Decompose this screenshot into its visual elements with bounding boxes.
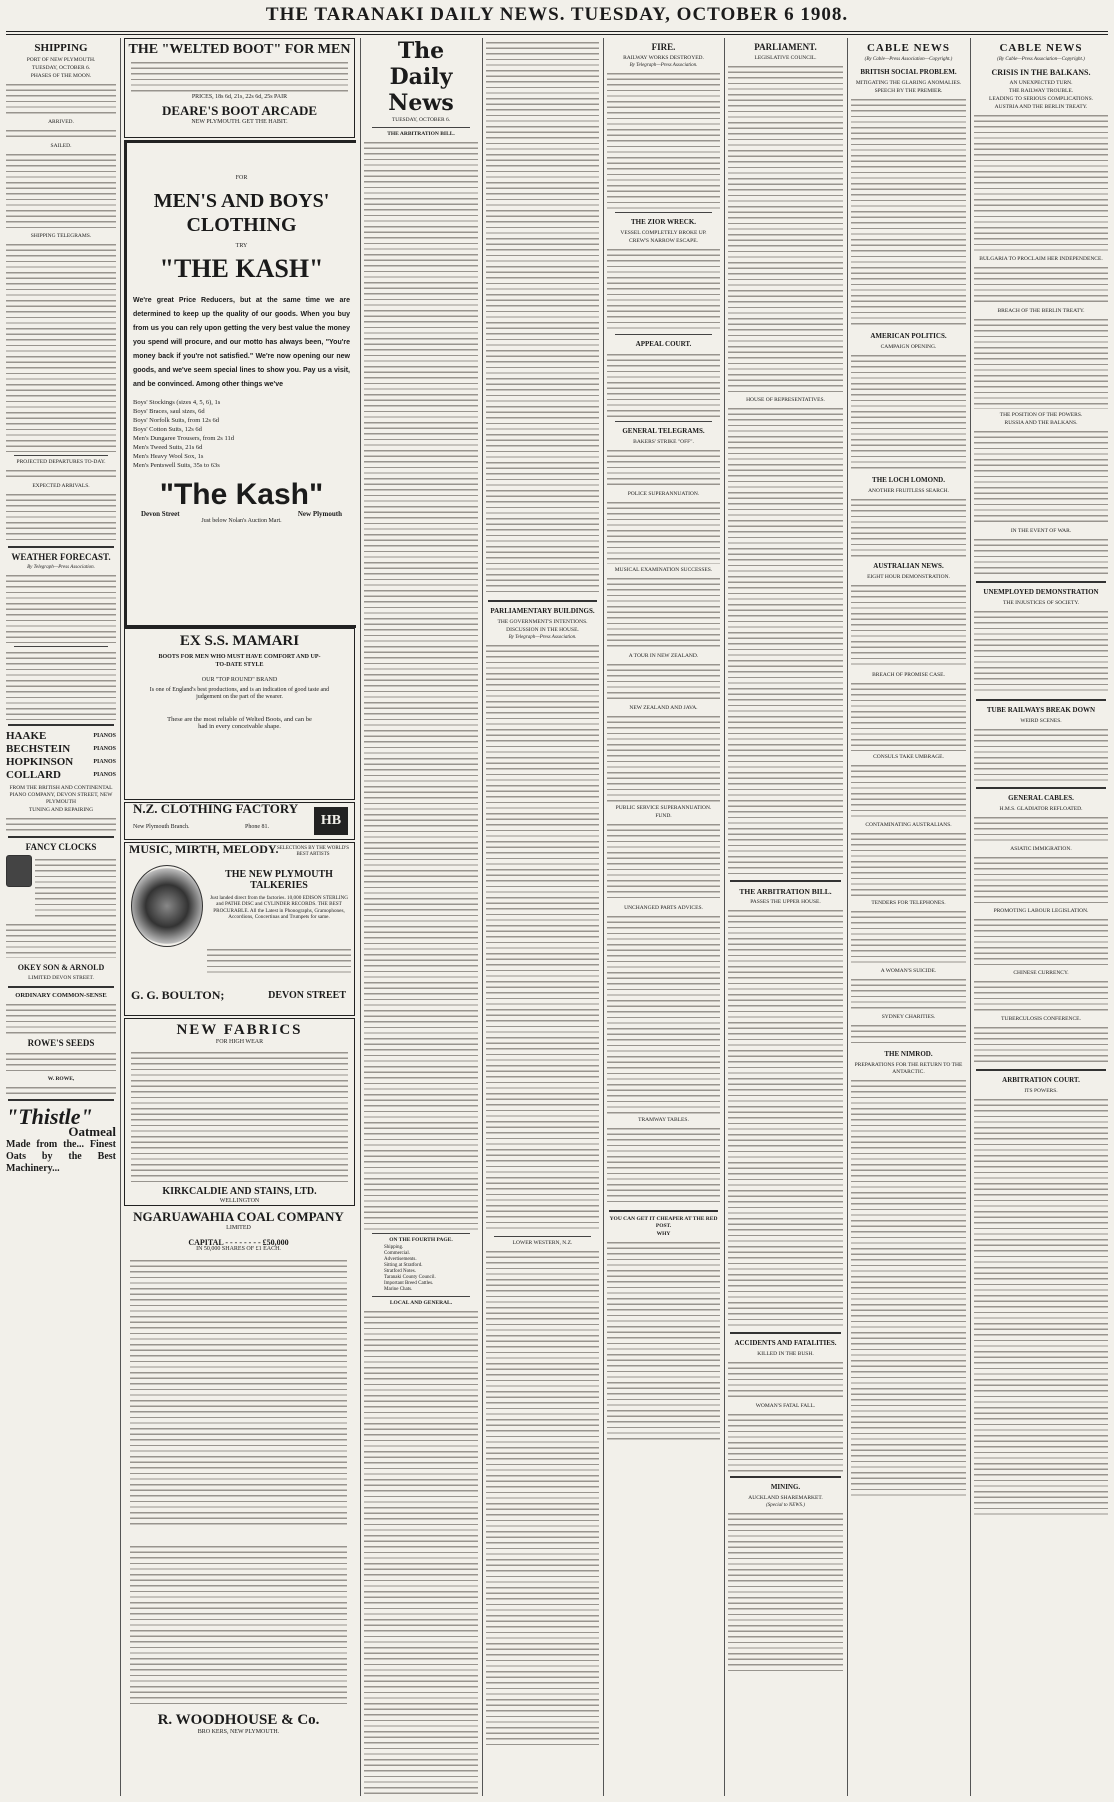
ngaru-capital: CAPITAL - - - - - - - - £50,000 bbox=[188, 1237, 289, 1247]
cable-byline-1: (By Cable—Press Association—Copyright.) bbox=[864, 57, 953, 62]
deare-title: DEARE'S BOOT ARCADE bbox=[161, 102, 318, 118]
american-politics: AMERICAN POLITICS. bbox=[870, 332, 947, 340]
fruitless-search: ANOTHER FRUITLESS SEARCH. bbox=[868, 488, 949, 494]
unexpected-turn: AN UNEXPECTED TURN. bbox=[1009, 80, 1073, 86]
okey-heading: OKEY SON & ARNOLD bbox=[17, 963, 105, 972]
fabrics-sub: FOR HIGH WEAR bbox=[215, 1039, 264, 1045]
ngaruawahia-ad bbox=[124, 1208, 353, 1538]
column-rule bbox=[603, 38, 604, 1796]
selections: SELECTIONS BY THE WORLD'S BEST ARTISTS bbox=[276, 846, 350, 857]
kash-for: FOR bbox=[235, 175, 248, 181]
general-cables: GENERAL CABLES. bbox=[1008, 794, 1074, 802]
weird-scenes: WEIRD SCENES. bbox=[1020, 718, 1062, 724]
deare-sub: NEW PLYMOUTH. GET THE HABIT. bbox=[191, 118, 288, 125]
kash-title: "THE KASH" bbox=[159, 254, 324, 283]
mamari-title: EX S.S. MAMARI bbox=[179, 633, 300, 649]
woodhouse-ad bbox=[124, 1544, 353, 1756]
event-war: IN THE EVENT OF WAR. bbox=[1010, 528, 1072, 534]
nz-clothing-title: N.Z. CLOTHING FACTORY bbox=[133, 802, 299, 816]
talkeries-title: THE NEW PLYMOUTH TALKERIES bbox=[225, 869, 333, 891]
russia-balkans: RUSSIA AND THE BALKANS. bbox=[1004, 420, 1078, 426]
edison-portrait-icon bbox=[131, 865, 203, 947]
column-rule bbox=[482, 38, 483, 1796]
fancy-clocks-heading: FANCY CLOCKS bbox=[25, 842, 97, 852]
fire-heading: FIRE. bbox=[651, 42, 676, 52]
ngaru-title: NGARUAWAHIA COAL COMPANY bbox=[133, 1209, 344, 1224]
okey-sub: LIMITED DEVON STREET. bbox=[28, 975, 94, 981]
nz-phone: Phone 81. bbox=[245, 824, 269, 830]
woodhouse-sub: BRO KERS, NEW PLYMOUTH. bbox=[197, 1729, 280, 1735]
injustices: THE INJUSTICES OF SOCIETY. bbox=[1003, 600, 1079, 606]
speech-premier: SPEECH BY THE PREMIER. bbox=[874, 88, 943, 94]
kirk-wellington: WELLINGTON bbox=[219, 1197, 260, 1204]
position-powers: THE POSITION OF THE POWERS. bbox=[999, 412, 1083, 418]
crew-escape: CREW'S NARROW ESCAPE. bbox=[629, 238, 698, 244]
arb-bill-heading: THE ARBITRATION BILL. bbox=[739, 887, 832, 896]
police-super: POLICE SUPERANNUATION. bbox=[627, 491, 700, 497]
cable-byline-2: (By Cable—Press Association—Copyright.) bbox=[997, 57, 1085, 62]
daily-news-date: TUESDAY, OCTOBER 6. bbox=[391, 117, 451, 123]
fabrics-title: NEW FABRICS bbox=[176, 1022, 303, 1038]
auckland-share: AUCKLAND SHAREMARKET. bbox=[748, 1495, 823, 1501]
date-line: TUESDAY, OCTOBER 6. bbox=[31, 65, 91, 71]
oatmeal-label: Oatmeal bbox=[68, 1124, 116, 1139]
railway-trouble: THE RAILWAY TROUBLE. bbox=[1008, 88, 1074, 94]
made-from: Made from the... Finest Oats by the Best Machinery... bbox=[6, 1138, 116, 1174]
fabrics-ad bbox=[124, 1018, 355, 1206]
passes-upper: PASSES THE UPPER HOUSE. bbox=[750, 899, 821, 905]
talkeries-body: Just landed direct from the factories. 10,000 EDISON STERLING and PATHE DISC and CYLINDER RECORDS. THE BEST PROCURABLE. All the Latest in Phonographs, Gramophones, Accordions, Concertinas and Trumpets for same. bbox=[209, 895, 349, 920]
column-cable-2 bbox=[974, 38, 1108, 1798]
woman-fall: WOMAN'S FATAL FALL. bbox=[755, 1403, 816, 1409]
fourth-page-list: Shipping. Commercial. Advertisements. Sitting at Stratford. Stratford Notes. Taranaki County Council. Important Breed Cattles. Marine Chats. bbox=[384, 1245, 436, 1292]
piano-hopkinson: PIANOS HOPKINSON bbox=[6, 756, 116, 768]
mining-heading: MINING. bbox=[770, 1483, 801, 1491]
zior-heading: THE ZIOR WRECK. bbox=[630, 218, 697, 226]
tonga-tour: A TOUR IN NEW ZEALAND. bbox=[628, 653, 699, 659]
kash-try: TRY bbox=[235, 242, 248, 249]
unemployed-demo: UNEMPLOYED DEMONSTRATION bbox=[983, 588, 1099, 596]
moon-heading: PHASES OF THE MOON. bbox=[30, 73, 92, 79]
australian-news: AUSTRALIAN NEWS. bbox=[873, 562, 944, 570]
kash-items: Boys' Stockings (sizes 4, 5, 6), 1s Boys' Braces, saul sizes, 6d Boys' Norfolk Suits, from 12s 6d Boys' Cotton Suits, 12s 6d Men's Dungaree Trousers, from 2s 11d Men's Tweed Suits, 21s 6d Men's Heavy Wool Sox, 1s Men's Pentswell Suits, 35s to 63s bbox=[133, 399, 234, 469]
piano-bechstein: PIANOS BECHSTEIN bbox=[6, 743, 116, 755]
kash-devon: Devon Street bbox=[141, 510, 180, 518]
column-rule bbox=[360, 38, 361, 1796]
contaminating: CONTAMINATING AUSTRALIANS. bbox=[865, 822, 952, 828]
tuning: TUNING AND REPAIRING bbox=[28, 807, 94, 813]
kash-np: New Plymouth bbox=[297, 510, 342, 518]
column-adverts bbox=[124, 38, 356, 1798]
nz-java: NEW ZEALAND AND JAVA. bbox=[629, 705, 698, 711]
killed-bush: KILLED IN THE BUSH. bbox=[757, 1351, 814, 1357]
lower-western: LOWER WESTERN, N.Z. bbox=[512, 1240, 573, 1246]
daily-news-title: The Daily News bbox=[388, 38, 454, 116]
unchanged-parts: UNCHANGED PARTS ADVICES. bbox=[624, 905, 703, 911]
red-post: YOU CAN GET IT CHEAPER AT THE RED POST. bbox=[609, 1216, 718, 1229]
chinese-currency: CHINESE CURRENCY. bbox=[1013, 970, 1069, 976]
cable-heading-1: CABLE NEWS bbox=[866, 42, 951, 54]
kash-big-title: "The Kash" bbox=[159, 478, 324, 511]
tramway: TRAMWAY TABLES. bbox=[638, 1117, 689, 1123]
bulgaria-independence: BULGARIA TO PROCLAIM HER INDEPENDENCE. bbox=[979, 256, 1103, 262]
gen-tel-heading: GENERAL TELEGRAMS. bbox=[622, 427, 705, 435]
musical-exam: MUSICAL EXAMINATION SUCCESSES. bbox=[614, 567, 713, 573]
discussion: DISCUSSION IN THE HOUSE. bbox=[506, 627, 579, 633]
prep-antarctic: PREPARATIONS FOR THE RETURN TO THE ANTARCTIC. bbox=[854, 1062, 963, 1075]
column-parliamentary bbox=[486, 38, 599, 1798]
rowe-name: W. ROWE, bbox=[47, 1076, 75, 1082]
music-title: MUSIC, MIRTH, MELODY. bbox=[129, 842, 279, 856]
breach-promise: BREACH OF PROMISE CASE. bbox=[872, 672, 945, 678]
mamari-body: Is one of England's best productions, and is an indication of good taste and judgement on the part of the wearer. bbox=[149, 686, 330, 700]
fire-byline: By Telegraph—Press Association. bbox=[629, 63, 698, 68]
woman-suicide: A WOMAN'S SUICIDE. bbox=[880, 968, 937, 974]
ordinary-heading: ORDINARY COMMON-SENSE bbox=[15, 992, 107, 999]
parl-buildings-heading: PARLIAMENTARY BUILDINGS. bbox=[490, 607, 595, 615]
legislative-council: LEGISLATIVE COUNCIL. bbox=[754, 55, 817, 61]
welted-title: THE "WELTED BOOT" FOR MEN bbox=[128, 42, 351, 57]
weather-byline: By Telegraph—Press Association. bbox=[27, 565, 95, 570]
railway-destroyed: RAILWAY WORKS DESTROYED. bbox=[623, 55, 704, 61]
kash-mens-clothing: MEN'S AND BOYS' CLOTHING bbox=[153, 189, 330, 236]
sydney-charities: SYDNEY CHARITIES. bbox=[881, 1014, 936, 1020]
mamari-for: BOOTS FOR MEN WHO MUST HAVE COMFORT AND UP-TO-DATE STYLE bbox=[158, 654, 321, 668]
gladiator: H.M.S. GLADIATOR REFLOATED. bbox=[999, 806, 1083, 812]
welted-boot-ad bbox=[124, 38, 355, 138]
vessel-broke: VESSEL COMPLETELY BROKE UP. bbox=[620, 230, 707, 236]
kash-ad bbox=[124, 140, 356, 628]
ngaru-shares: IN 50,000 SHARES OF £1 EACH. bbox=[196, 1246, 281, 1252]
parliament-heading: PARLIAMENT. bbox=[754, 42, 817, 52]
asiatic: ASIATIC IMMIGRATION. bbox=[1010, 846, 1072, 852]
ngaru-limited: LIMITED bbox=[226, 1225, 251, 1231]
fourth-page-heading: ON THE FOURTH PAGE. bbox=[389, 1237, 453, 1243]
serious-complications: LEADING TO SERIOUS COMPLICATIONS. bbox=[989, 96, 1093, 102]
appeal-heading: APPEAL COURT. bbox=[635, 340, 692, 348]
mamari-ad bbox=[124, 628, 355, 800]
woodhouse-title: R. WOODHOUSE & Co. bbox=[157, 1712, 320, 1728]
masthead-rule-2 bbox=[6, 34, 1108, 35]
tenders-telephones: TENDERS FOR TELEPHONES. bbox=[871, 900, 946, 906]
kirkcaldie: KIRKCALDIE AND STAINS, LTD. bbox=[162, 1185, 317, 1197]
piano-haake: PIANOS HAAKE bbox=[6, 730, 116, 742]
loch-lomond: THE LOCH LOMOND. bbox=[872, 476, 945, 484]
kash-body: We're great Price Reducers, but at the same time we are determined to keep up the quality of our goods. When you buy from us you can rely upon getting the very best value the money you spend will procure, and our motto has always been, "You're money back if you're not satisfied." We're now opening our new goods, and we've seem special lines to show you. Pay us a visit, and be convinced. Among other things we've bbox=[133, 297, 350, 388]
eight-hour: EIGHT HOUR DEMONSTRATION. bbox=[867, 574, 950, 580]
local-general-heading: LOCAL AND GENERAL. bbox=[389, 1300, 453, 1306]
austria-berlin: AUSTRIA AND THE BERLIN TREATY. bbox=[994, 104, 1088, 110]
public-service: PUBLIC SERVICE SUPERANNUATION. bbox=[615, 805, 712, 811]
welted-prices: PRICES, 18s 6d, 21s, 22s 6d, 25s PAIR bbox=[191, 94, 288, 100]
public-fund: FUND. bbox=[655, 813, 672, 819]
thistle-brand: "Thistle" bbox=[6, 1104, 93, 1129]
column-rule bbox=[970, 38, 971, 1796]
shipping-heading: SHIPPING bbox=[34, 42, 88, 54]
masthead: THE TARANAKI DAILY NEWS. TUESDAY, OCTOBER 6 1908. bbox=[265, 4, 849, 25]
mamari-body2: These are the most reliable of Welted Boots, and can be had in every conceivable shape. bbox=[167, 715, 312, 730]
nz-logo-icon: HB bbox=[314, 807, 348, 835]
arrived-heading: ARRIVED. bbox=[48, 119, 74, 125]
weather-heading: WEATHER FORECAST. bbox=[11, 552, 111, 562]
arbitration-heading: THE ARBITRATION BILL. bbox=[387, 131, 455, 137]
pianos-from: FROM THE BRITISH AND CONTINENTAL PIANO COMPANY, DEVON STREET, NEW PLYMOUTH bbox=[9, 785, 113, 805]
tube-railways: TUBE RAILWAYS BREAK DOWN bbox=[986, 706, 1096, 714]
cable-heading-2: CABLE NEWS bbox=[999, 42, 1083, 54]
tuberculosis: TUBERCULOSIS CONFERENCE. bbox=[1001, 1016, 1081, 1022]
mamari-top-round: OUR "TOP ROUND" BRAND bbox=[201, 677, 278, 683]
nz-clothing-ad bbox=[124, 802, 355, 840]
crisis-balkans: CRISIS IN THE BALKANS. bbox=[991, 68, 1091, 77]
expected-heading: EXPECTED ARRIVALS. bbox=[32, 483, 90, 489]
column-shipping bbox=[6, 38, 116, 1798]
column-cable-1 bbox=[851, 38, 966, 1798]
column-daily-news bbox=[364, 38, 478, 1798]
column-rule bbox=[847, 38, 848, 1796]
clock-icon bbox=[6, 855, 32, 887]
column-fire bbox=[607, 38, 720, 1798]
projected-heading: PROJECTED DEPARTURES TO-DAY. bbox=[16, 459, 106, 465]
special-news: (Special to NEWS.) bbox=[766, 1503, 805, 1508]
column-rule bbox=[120, 38, 121, 1796]
kash-below: Just below Nolan's Auction Mart. bbox=[201, 517, 282, 524]
nimrod: THE NIMROD. bbox=[884, 1050, 933, 1058]
breach-berlin: BREACH OF THE BERLIN TREATY. bbox=[997, 308, 1085, 314]
masthead-rule bbox=[6, 31, 1108, 32]
piano-list bbox=[6, 730, 116, 782]
parl-byline: By Telegraph—Press Association. bbox=[508, 635, 577, 640]
talkeries-ad bbox=[124, 842, 355, 1016]
promoting-labour: PROMOTING LABOUR LEGISLATION. bbox=[993, 908, 1089, 914]
telegrams-heading: SHIPPING TELEGRAMS. bbox=[30, 233, 92, 239]
accidents-heading: ACCIDENTS AND FATALITIES. bbox=[734, 1339, 837, 1347]
piano-collard: PIANOS COLLARD bbox=[6, 769, 116, 781]
boulton-name: G. G. BOULTON; bbox=[131, 988, 225, 1002]
its-powers: ITS POWERS. bbox=[1024, 1088, 1058, 1094]
campaign-opening: CAMPAIGN OPENING. bbox=[880, 344, 937, 350]
boulton-devon: DEVON STREET bbox=[268, 990, 346, 1001]
baker-strike: BAKERS' STRIKE "OFF". bbox=[633, 439, 694, 445]
house-reps: HOUSE OF REPRESENTATIVES. bbox=[746, 397, 825, 403]
why: WHY bbox=[656, 1231, 671, 1237]
social-problem: BRITISH SOCIAL PROBLEM. bbox=[860, 68, 957, 76]
mitigating: MITIGATING THE GLARING ANOMALIES. bbox=[855, 80, 962, 86]
column-parliament bbox=[728, 38, 843, 1798]
consuls: CONSULS TAKE UMBRAGE. bbox=[873, 754, 944, 760]
column-rule bbox=[724, 38, 725, 1796]
gov-intentions: THE GOVERNMENT'S INTENTIONS. bbox=[497, 619, 588, 625]
nz-branch: New Plymouth Branch. bbox=[133, 824, 190, 830]
arbitration-court: ARBITRATION COURT. bbox=[1002, 1076, 1080, 1084]
sailed-heading: SAILED. bbox=[50, 143, 72, 149]
rowes-heading: ROWE'S SEEDS bbox=[27, 1038, 95, 1048]
port-heading: PORT OF NEW PLYMOUTH. bbox=[26, 57, 96, 63]
